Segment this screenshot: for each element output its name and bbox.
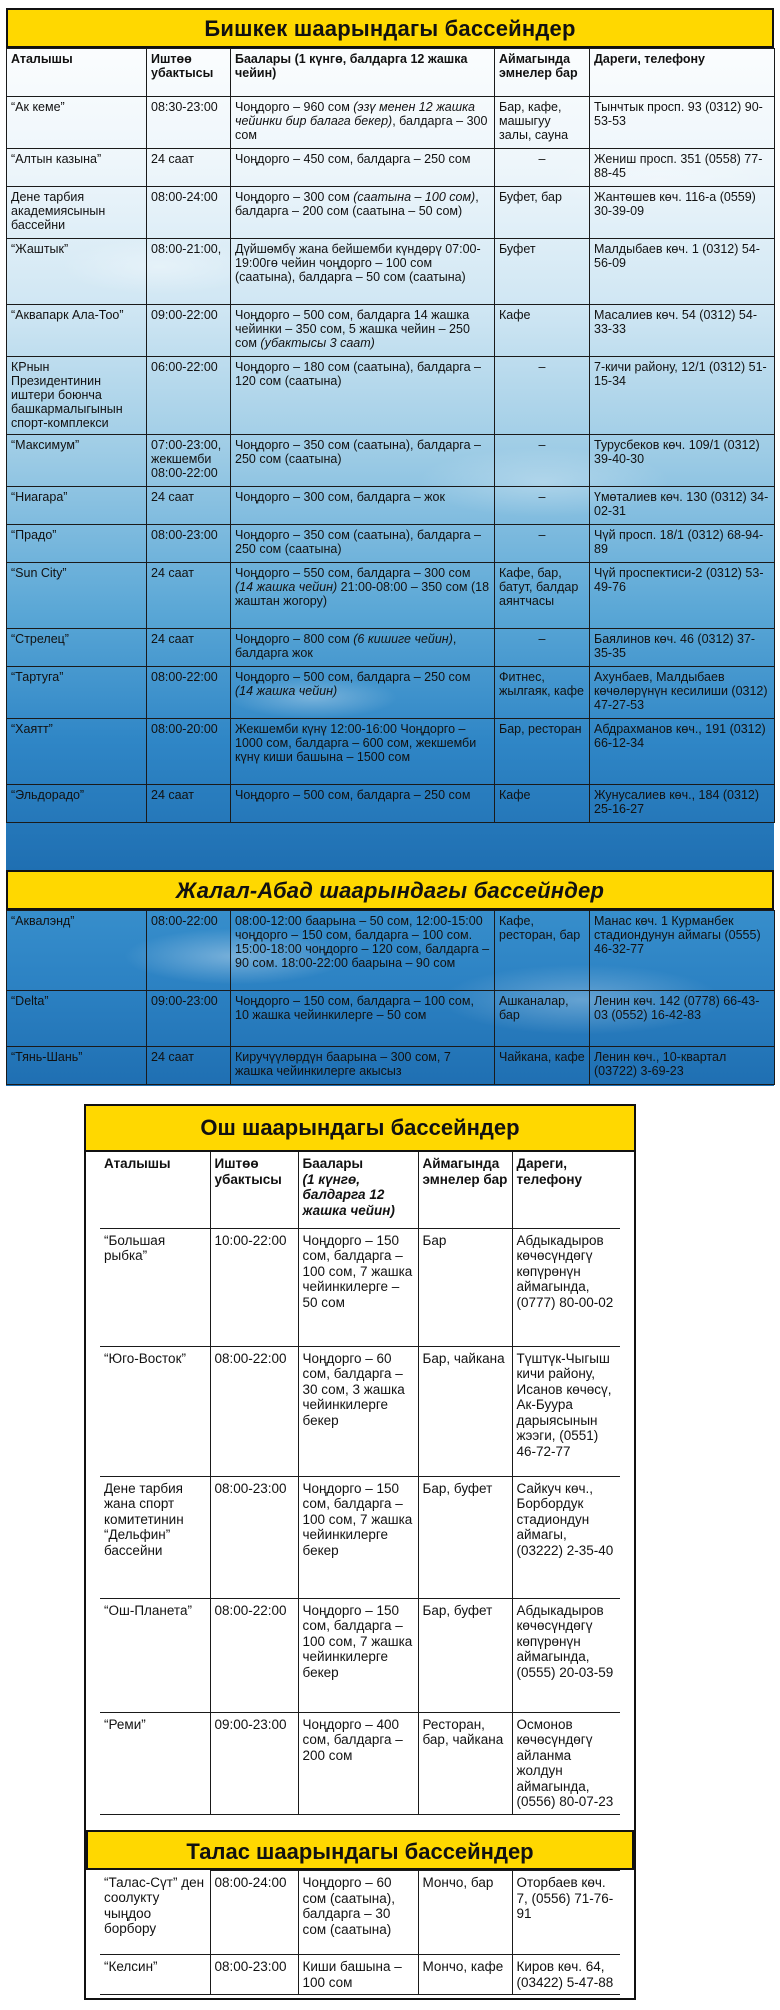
table-row [7,97,775,149]
pool-amenities: Буфет [495,239,590,305]
price-text-extra: , балдарга – 200 сом (саатына – 50 сом) [235,190,479,218]
col-header-address: Дареги, телефону [590,49,775,97]
pool-amenities: – [495,149,590,187]
pool-hours: 08:00-24:00 [147,187,231,239]
pool-hours: 09:00-23:00 [210,1712,298,1814]
talas-table [100,1870,620,1995]
pool-amenities: Мончо, бар [418,1871,512,1955]
pool-address: Чүй проспектиси-2 (0312) 53-49-76 [590,563,775,629]
price-note: (убактысы 3 саат) [260,336,375,350]
pool-prices: Чоңдорго – 60 сом, балдарга – 30 сом, 3 жашка чейинкилерге бекер [298,1346,418,1476]
price-text-extra: 21:00-08:00 – 350 сом (18 жаштан жогору) [235,580,490,608]
pool-prices: Чоңдорго – 150 сом, балдарга – 100 сом, 7 жашка чейинкилерге бекер [298,1598,418,1712]
price-text: Чоңдорго – 450 сом, балдарга – 250 сом [235,152,471,166]
table-row [7,435,775,487]
pool-amenities: Кафе [495,785,590,823]
pool-amenities: – [495,525,590,563]
pool-amenities: Буфет, бар [495,187,590,239]
pool-address: Оторбаев көч. 7, (0556) 71-76-91 [512,1871,620,1955]
pool-prices: 08:00-12:00 баарына – 50 сом, 12:00-15:00 чоңдорго – 150 сом, балдарга – 100 сом. 15:00-18:00 чоңдорго – 120 сом, балдарга – 90 сом. 18:00-22:00 баарына – 90 сом [231,911,495,991]
table-row [100,1871,620,1955]
pool-name: Дене тарбия жана спорт комитетинин “Дельфин” бассейни [100,1476,210,1598]
pool-name: “Хаятт” [7,719,147,785]
price-note: (6 кишиге чейин) [353,632,453,646]
pool-prices: Чоңдорго – 150 сом, балдарга – 100 сом, 7 жашка чейинкилерге – 50 сом [298,1228,418,1346]
price-note: (саатына – 100 сом) [353,190,476,204]
pool-address: Жантөшев көч. 116-а (0559) 30-39-09 [590,187,775,239]
table-row [7,785,775,823]
pool-name: “Жаштык” [7,239,147,305]
pool-address: Тынчтык просп. 93 (0312) 90-53-53 [590,97,775,149]
pool-amenities: Кафе [495,305,590,357]
pool-amenities: Бар [418,1228,512,1346]
pool-hours: 24 саат [147,563,231,629]
pool-name: “Прадо” [7,525,147,563]
table-row [100,1476,620,1598]
pool-hours: 08:00-24:00 [210,1871,298,1955]
table-header-row [100,1152,620,1228]
price-text: Дүйшөмбү жана бейшемби күндөрү 07:00-19:00гө чейин чоңдорго – 100 сом (саатына), балдарга – 50 сом (саатына) [235,242,481,284]
pool-hours: 08:00-23:00 [147,525,231,563]
pool-amenities: Бар, кафе, машыгуу залы, сауна [495,97,590,149]
pool-prices [231,629,495,667]
pool-hours: 08:00-22:00 [147,667,231,719]
table-row [7,239,775,305]
table-row [100,1955,620,1995]
table-row [7,187,775,239]
table-row [7,149,775,187]
pool-amenities: Бар, буфет [418,1598,512,1712]
pool-hours: 09:00-22:00 [147,305,231,357]
pool-prices [231,525,495,563]
pool-name: “Большая рыбка” [100,1228,210,1346]
pool-name: “Sun City” [7,563,147,629]
pool-name: “Келсин” [100,1955,210,1995]
pool-address: Малдыбаев көч. 1 (0312) 54-56-09 [590,239,775,305]
pool-amenities: Ашканалар, бар [495,991,590,1047]
pool-address: Турусбеков көч. 109/1 (0312) 39-40-30 [590,435,775,487]
pool-hours: 08:00-22:00 [210,1598,298,1712]
pool-name: КРнын Президентинин иштери боюнча башкармалыгынын спорт-комплекси [7,357,147,435]
osh-table [100,1152,620,1815]
pool-amenities: – [495,629,590,667]
pool-address: Манас көч. 1 Курманбек стадиондунун аймагы (0555) 46-32-77 [590,911,775,991]
pool-address: Баялинов көч. 46 (0312) 37-35-35 [590,629,775,667]
pool-prices [231,357,495,435]
pool-prices: Чоңдорго – 60 сом (саатына), балдарга – 30 сом (саатына) [298,1871,418,1955]
col-header-amenities: Аймагында эмнелер бар [418,1152,512,1228]
pool-address: Ленин көч., 10-квартал (03722) 3-69-23 [590,1047,775,1085]
pool-amenities: Ресторан, бар, чайкана [418,1712,512,1814]
pool-prices [231,97,495,149]
pool-name: “Ниагара” [7,487,147,525]
pool-name: “Алтын казына” [7,149,147,187]
price-text: Чоңдорго – 800 сом [235,632,354,646]
col-header-address: Дареги, телефону [512,1152,620,1228]
pool-name: “Максимум” [7,435,147,487]
pool-hours: 24 саат [147,1047,231,1085]
pool-amenities: – [495,487,590,525]
table-header-row [7,49,775,97]
pool-prices: Киши башына – 100 сом [298,1955,418,1995]
pool-name: “Ош-Планета” [100,1598,210,1712]
price-text: Жекшемби күнү 12:00-16:00 Чоңдорго – 1000 сом, балдарга – 600 сом, жекшемби күнү киши башына – 1500 сом [235,722,477,764]
pool-amenities: Фитнес, жылгаяк, кафе [495,667,590,719]
table-row [100,1346,620,1476]
bishkek-section [6,8,774,870]
pool-hours: 24 саат [147,629,231,667]
pool-prices [231,487,495,525]
pool-prices [231,667,495,719]
pool-address: Абдыкадыров көчөсүндөгү көпүрөнүн аймагында, (0555) 20-03-59 [512,1598,620,1712]
table-row [7,525,775,563]
price-note: (эзү менен 12 жашка чейинки бир балага бекер) [235,100,475,128]
pool-prices [231,563,495,629]
pool-prices [231,785,495,823]
pool-hours: 24 саат [147,487,231,525]
table-row [7,305,775,357]
pool-address: Осмонов көчөсүндөгү айланма жолдун аймагында, (0556) 80-07-23 [512,1712,620,1814]
pool-prices: Киручүүлөрдүн баарына – 300 сом, 7 жашка чейинкилерге акысыз [231,1047,495,1085]
price-text: Чоңдорго – 500 сом, балдарга 14 жашка чейинки – 350 сом, 5 жашка чейин – 250 сом [235,308,470,350]
pool-address: Жунусалиев көч., 184 (0312) 25-16-27 [590,785,775,823]
pool-address: Сайкуч көч., Борбордук стадиондун аймагы, (03222) 2-35-40 [512,1476,620,1598]
pool-prices [231,719,495,785]
pool-name: “Эльдорадо” [7,785,147,823]
price-text: Чоңдорго – 500 сом, балдарга – 250 сом [235,670,471,684]
pool-hours: 06:00-22:00 [147,357,231,435]
price-note: (14 жашка чейин) [235,580,338,594]
table-row [7,911,775,991]
price-text-extra: , балдарга жок [235,632,457,660]
pool-amenities: Бар, ресторан [495,719,590,785]
pool-prices [231,187,495,239]
pool-prices [231,239,495,305]
osh-section [84,1104,636,1832]
pool-amenities: Чайкана, кафе [495,1047,590,1085]
table-row [7,487,775,525]
jalalabad-section [6,870,774,1086]
pool-amenities: Кафе, бар, батут, балдар аянтчасы [495,563,590,629]
pool-address: Масалиев көч. 54 (0312) 54-33-33 [590,305,775,357]
table-row [7,629,775,667]
pool-amenities: Мончо, кафе [418,1955,512,1995]
jalalabad-table [6,910,775,1085]
pool-name: “Аквалэнд” [7,911,147,991]
pool-amenities: – [495,357,590,435]
pool-name: “Delta” [7,991,147,1047]
pool-name: “Аквапарк Ала-Тоо” [7,305,147,357]
pool-prices: Чоңдорго – 150 сом, балдарга – 100 сом, 10 жашка чейинкилерге – 50 сом [231,991,495,1047]
pool-address: Түштүк-Чыгыш кичи району, Исанов көчөсү, Ак-Буура дарыясынын жээги, (0551) 46-72-77 [512,1346,620,1476]
pool-name: “Ак кеме” [7,97,147,149]
table-row [100,1712,620,1814]
pool-prices [231,149,495,187]
pool-address: 7-кичи району, 12/1 (0312) 51-15-34 [590,357,775,435]
pool-address: Чүй просп. 18/1 (0312) 68-94-89 [590,525,775,563]
bishkek-table [6,48,775,823]
price-text: Чоңдорго – 180 сом (саатына), балдарга – 120 сом (саатына) [235,360,481,388]
bishkek-title: Бишкек шаарындагы бассейндер [6,8,774,48]
pool-name: “Стрелец” [7,629,147,667]
pool-hours: 08:30-23:00 [147,97,231,149]
osh-title: Ош шаарындагы бассейндер [86,1106,634,1152]
pool-address: Ахунбаев, Малдыбаев көчөлөрүнүн кесилиши (0312) 47-27-53 [590,667,775,719]
price-text: Чоңдорго – 300 сом [235,190,354,204]
pool-name: Дене тарбия академиясынын бассейни [7,187,147,239]
pool-name: “Тартуга” [7,667,147,719]
table-row [100,1598,620,1712]
pool-address: Ленин көч. 142 (0778) 66-43-03 (0552) 16-42-83 [590,991,775,1047]
col-header-hours: Иштөө убактысы [210,1152,298,1228]
pool-prices [231,305,495,357]
pool-amenities: Бар, буфет [418,1476,512,1598]
pool-hours: 09:00-23:00 [147,991,231,1047]
pool-prices: Чоңдорго – 400 сом, балдарга – 200 сом [298,1712,418,1814]
pool-address: Жениш просп. 351 (0558) 77-88-45 [590,149,775,187]
prices-header-note: (1 күнгө, балдарга 12 жашка чейин) [302,1171,395,1218]
pool-name: “Реми” [100,1712,210,1814]
pool-hours: 08:00-21:00, [147,239,231,305]
pool-name: “Талас-Сүт” ден соолукту чыңдоо борбору [100,1871,210,1955]
jalalabad-title: Жалал-Абад шаарындагы бассейндер [6,870,774,910]
price-text: Чоңдорго – 350 сом (саатына), балдарга – 250 сом (саатына) [235,438,481,466]
pool-name: “Тянь-Шань” [7,1047,147,1085]
pool-hours: 10:00-22:00 [210,1228,298,1346]
col-header-name: Аталышы [100,1152,210,1228]
price-text-extra: , балдарга – 300 сом [235,114,488,142]
prices-header-main: Баалары [302,1156,364,1171]
talas-title: Талас шаарындагы бассейндер [86,1830,634,1870]
pool-address: Киров көч. 64, (03422) 5-47-88 [512,1955,620,1995]
table-row [7,991,775,1047]
price-text: Чоңдорго – 960 сом [235,100,354,114]
pool-amenities: Бар, чайкана [418,1346,512,1476]
pool-address: Абдыкадыров көчөсүндөгү көпүрөнүн аймагында, (0777) 80-00-02 [512,1228,620,1346]
pool-hours: 08:00-23:00 [210,1955,298,1995]
pool-hours: 08:00-20:00 [147,719,231,785]
col-header-prices: Баалары (1 күнгө, балдарга 12 жашка чейин) [231,49,495,97]
table-row [100,1228,620,1346]
pool-hours: 08:00-22:00 [147,911,231,991]
price-text: Чоңдорго – 500 сом, балдарга – 250 сом [235,788,471,802]
price-text: Чоңдорго – 350 сом (саатына), балдарга – 250 сом (саатына) [235,528,481,556]
pool-hours: 08:00-23:00 [210,1476,298,1598]
pool-address: Абдрахманов көч., 191 (0312) 66-12-34 [590,719,775,785]
pool-address: Үмөталиев көч. 130 (0312) 34-02-31 [590,487,775,525]
pool-prices: Чоңдорго – 150 сом, балдарга – 100 сом, 7 жашка чейинкилерге бекер [298,1476,418,1598]
col-header-amenities: Аймагында эмнелер бар [495,49,590,97]
col-header-prices [298,1152,418,1228]
pool-hours: 08:00-22:00 [210,1346,298,1476]
pool-prices [231,435,495,487]
table-row [7,667,775,719]
table-row [7,1047,775,1085]
talas-section [84,1830,636,2000]
pool-name: “Юго-Восток” [100,1346,210,1476]
table-row [7,563,775,629]
price-text: Чоңдорго – 550 сом, балдарга – 300 сом [235,566,471,580]
pool-amenities: Кафе, ресторан, бар [495,911,590,991]
price-note: (14 жашка чейин) [235,684,338,698]
pool-hours: 07:00-23:00, жекшемби 08:00-22:00 [147,435,231,487]
col-header-name: Аталышы [7,49,147,97]
table-row [7,719,775,785]
pool-amenities: – [495,435,590,487]
pool-hours: 24 саат [147,785,231,823]
price-text: Чоңдорго – 300 сом, балдарга – жок [235,490,445,504]
col-header-hours: Иштөө убактысы [147,49,231,97]
pool-hours: 24 саат [147,149,231,187]
table-row [7,357,775,435]
